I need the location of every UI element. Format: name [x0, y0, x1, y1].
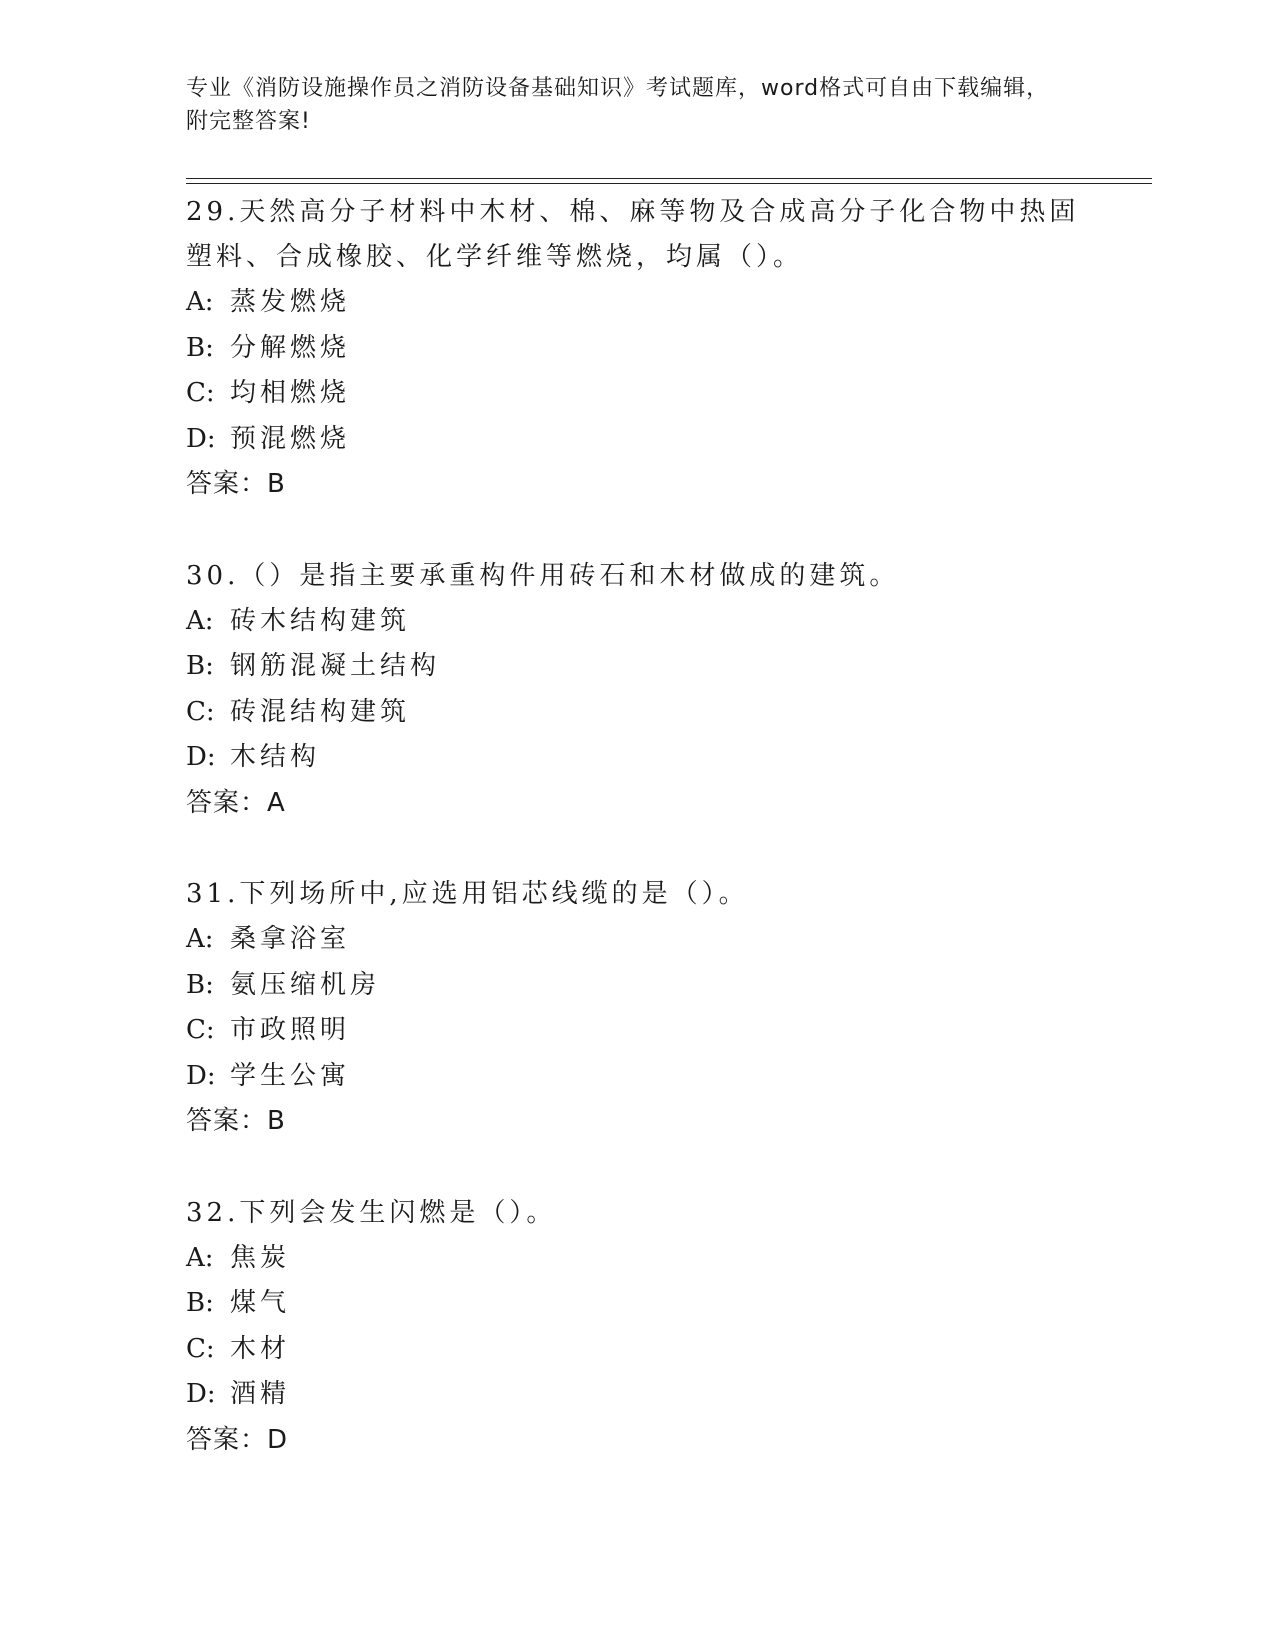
option-b	[186, 644, 1086, 690]
header-divider-top	[186, 178, 1152, 179]
option-letter: B:	[186, 651, 214, 681]
option-text: 均相燃烧	[230, 378, 351, 408]
option-text: 钢筋混凝土结构	[230, 651, 441, 681]
option-text: 焦炭	[230, 1242, 291, 1273]
option-text: 木材	[230, 1333, 291, 1364]
question-32	[186, 1191, 1086, 1464]
option-d	[186, 1372, 1086, 1418]
option-letter: A:	[186, 287, 214, 317]
option-c	[186, 690, 1086, 736]
option-text: 桑拿浴室	[230, 924, 351, 954]
question-list	[186, 190, 1086, 1509]
option-text: 市政照明	[230, 1015, 351, 1045]
option-letter: C:	[186, 1015, 215, 1045]
option-d	[186, 1054, 1086, 1100]
option-letter: C:	[186, 378, 215, 408]
option-letter: A:	[186, 605, 214, 636]
option-a	[186, 1236, 1086, 1282]
answer-line: 答案：D	[186, 1424, 289, 1455]
option-letter: D:	[186, 742, 216, 772]
option-text: 木结构	[230, 742, 321, 772]
option-text: 煤气	[230, 1288, 291, 1318]
document-intro: 专业《消防设施操作员之消防设备基础知识》考试题库，word格式可自由下载编辑，附完整答案!	[186, 76, 1050, 134]
option-text: 学生公寓	[230, 1060, 351, 1091]
question-stem: 30.（）是指主要承重构件用砖石和木材做成的建筑。	[186, 560, 900, 591]
answer-line: 答案：A	[186, 787, 286, 818]
option-b	[186, 1281, 1086, 1327]
answer-line: 答案：B	[186, 469, 286, 499]
option-letter: C:	[186, 1333, 215, 1364]
option-d	[186, 735, 1086, 781]
option-letter: D:	[186, 423, 216, 454]
option-text: 分解燃烧	[230, 332, 351, 363]
option-letter: B:	[186, 1288, 214, 1318]
question-stem: 31.下列场所中,应选用铝芯线缆的是（）。	[186, 879, 749, 909]
option-text: 预混燃烧	[230, 423, 351, 454]
question-stem: 32.下列会发生闪燃是（）。	[186, 1197, 557, 1228]
question-stem: 29.天然高分子材料中木材、棉、麻等物及合成高分子化合物中热固塑料、合成橡胶、化学纤维等燃烧，均属（）。	[186, 197, 1080, 272]
option-letter: D:	[186, 1379, 216, 1409]
option-letter: D:	[186, 1060, 216, 1091]
option-text: 砖木结构建筑	[230, 605, 411, 636]
header-divider-bottom	[186, 183, 1152, 184]
question-29	[186, 190, 1086, 508]
option-text: 砖混结构建筑	[230, 696, 411, 727]
option-a	[186, 917, 1086, 963]
option-text: 氨压缩机房	[230, 969, 381, 1000]
option-c	[186, 1008, 1086, 1054]
option-b	[186, 963, 1086, 1009]
option-letter: B:	[186, 332, 214, 363]
option-text: 蒸发燃烧	[230, 287, 351, 317]
option-d	[186, 417, 1086, 463]
option-letter: A:	[186, 1242, 214, 1273]
question-31	[186, 872, 1086, 1145]
option-a	[186, 599, 1086, 645]
option-b	[186, 326, 1086, 372]
option-letter: C:	[186, 696, 215, 727]
question-30	[186, 554, 1086, 827]
answer-line: 答案：B	[186, 1106, 286, 1136]
option-text: 酒精	[230, 1379, 291, 1409]
option-c	[186, 1327, 1086, 1373]
option-letter: A:	[186, 924, 214, 954]
option-letter: B:	[186, 969, 214, 1000]
option-c	[186, 371, 1086, 417]
option-a	[186, 280, 1086, 326]
